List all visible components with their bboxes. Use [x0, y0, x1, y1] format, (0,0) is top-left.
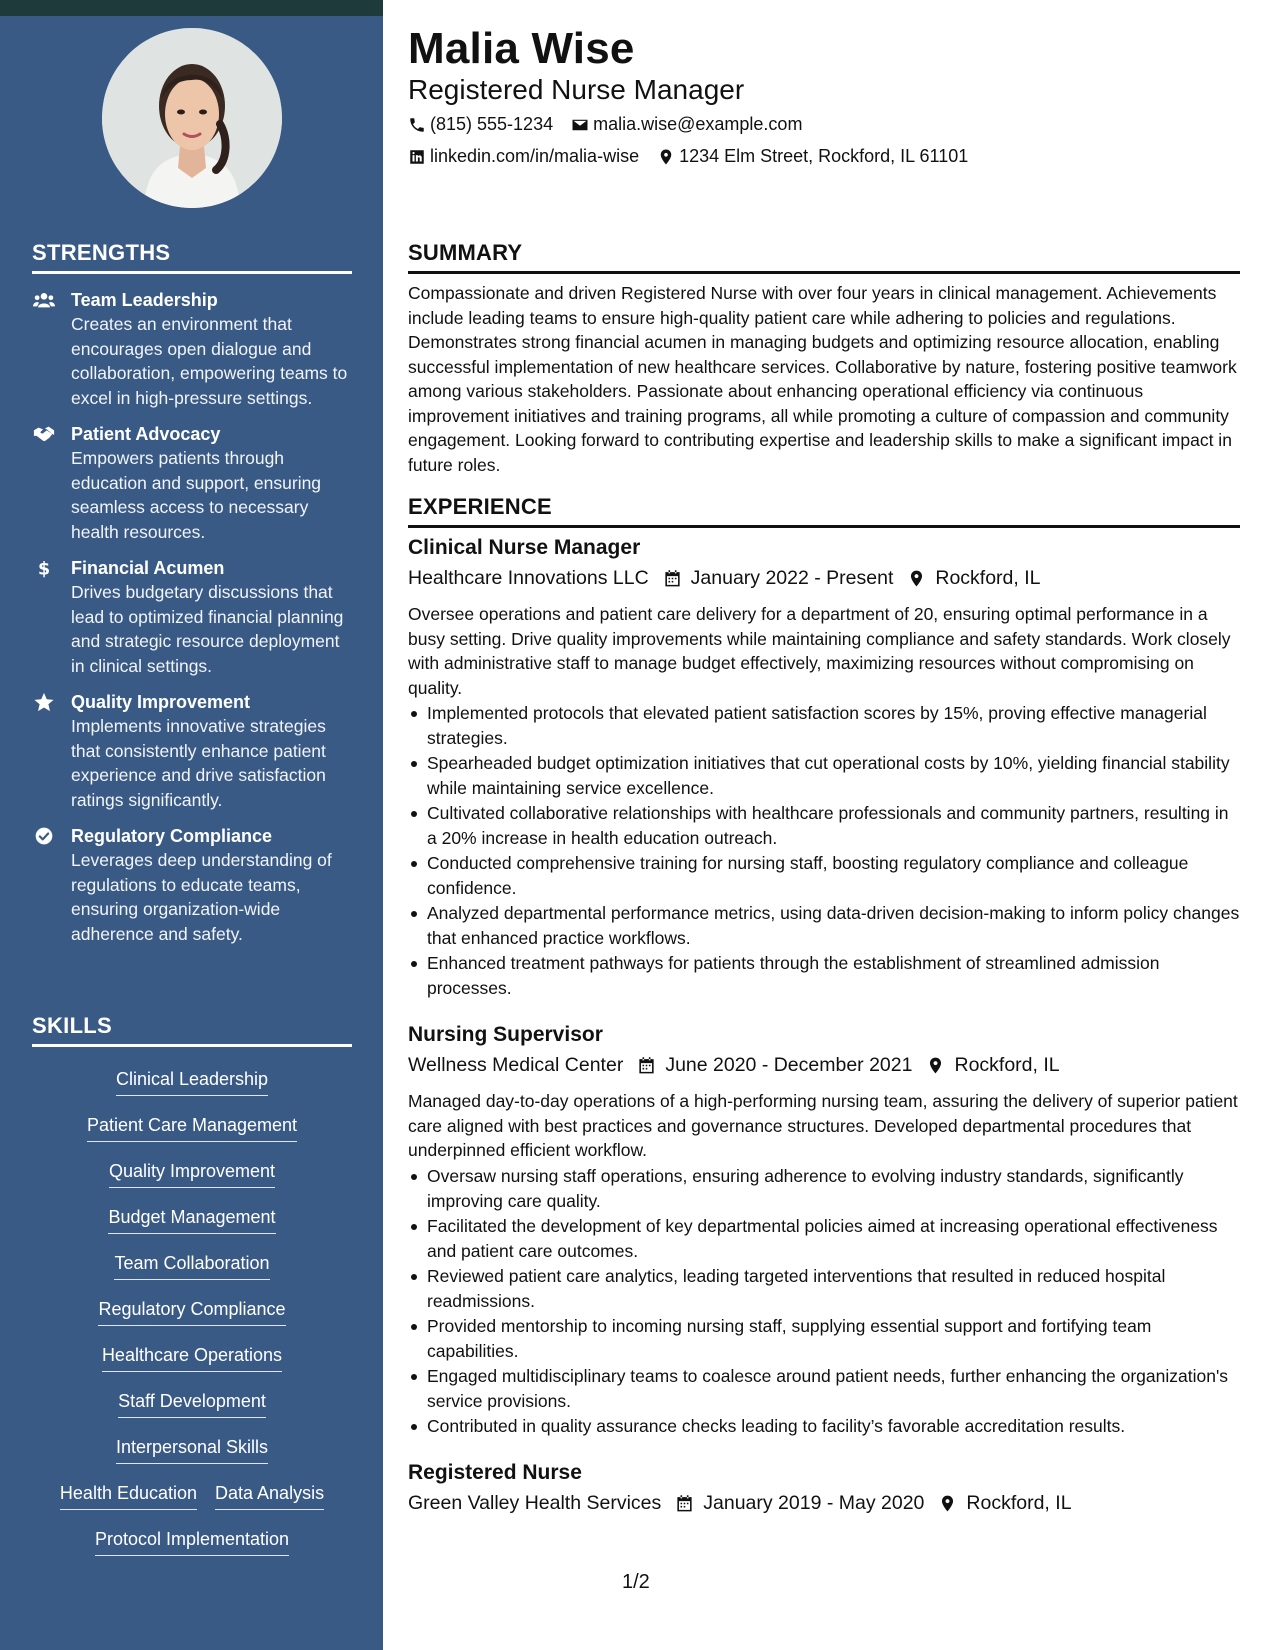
- job-description: Managed day-to-day operations of a high-performing nursing team, assuring the delivery of superior patient care aligned with best practices and governance structures. Developed departmental procedures that underpinned efficient workflow.: [408, 1091, 1238, 1160]
- job-meta: [408, 567, 1055, 590]
- skill-tag: Clinical Leadership: [116, 1067, 268, 1096]
- strengths-heading: STRENGTHS: [32, 240, 352, 274]
- strength-title: Quality Improvement: [71, 692, 251, 712]
- map-pin-icon: [657, 148, 675, 166]
- job-bullets: [408, 701, 1240, 1001]
- skill-tag: Quality Improvement: [109, 1159, 275, 1188]
- linkedin-icon: [408, 148, 426, 166]
- skills-heading: SKILLS: [32, 1013, 352, 1047]
- skill-tag: Health Education: [60, 1481, 197, 1510]
- sidebar-top-band: [0, 0, 383, 16]
- job-bullet: Analyzed departmental performance metrics, using data-driven decision-making to inform policy changes that enhanced practice workflows.: [408, 901, 1240, 950]
- candidate-title: Registered Nurse Manager: [408, 74, 745, 105]
- skill-tag: Patient Care Management: [87, 1113, 297, 1142]
- strength-item: [32, 422, 352, 544]
- handshake-icon: [32, 423, 56, 445]
- job-bullet: Contributed in quality assurance checks leading to facility’s favorable accreditation results.: [408, 1414, 1240, 1439]
- job-location: Rockford, IL: [954, 1054, 1060, 1076]
- map-pin-icon: [926, 1056, 945, 1075]
- job-bullet: Cultivated collaborative relationships with healthcare professionals and community partners, resulting in a 20% increase in health education outreach.: [408, 801, 1240, 850]
- job-bullet: Enhanced treatment pathways for patients through the establishment of streamlined admission processes.: [408, 951, 1240, 1000]
- profile-photo: [102, 28, 282, 208]
- job-meta: [408, 1492, 1086, 1515]
- calendar-icon: [663, 569, 682, 588]
- job-dates-wrap: [637, 1054, 912, 1077]
- email-contact[interactable]: [571, 114, 802, 135]
- job-title: Registered Nurse: [408, 1461, 582, 1484]
- job-title: Clinical Nurse Manager: [408, 536, 641, 559]
- candidate-name: Malia Wise: [408, 24, 635, 73]
- job-dates-wrap: [663, 567, 894, 590]
- job-location: Rockford, IL: [935, 567, 1041, 589]
- job-location-wrap: [907, 567, 1040, 590]
- job-company: Wellness Medical Center: [408, 1054, 624, 1076]
- phone-contact[interactable]: [408, 114, 553, 135]
- experience-heading: EXPERIENCE: [408, 494, 1240, 528]
- phone-text: (815) 555-1234: [430, 114, 554, 134]
- check-circle-icon: [32, 825, 56, 847]
- skill-tag: Data Analysis: [215, 1481, 324, 1510]
- job-bullet: Conducted comprehensive training for nursing staff, boosting regulatory compliance and colleague confidence.: [408, 851, 1240, 900]
- dollar-icon: [32, 557, 56, 579]
- envelope-icon: [571, 116, 589, 134]
- job-bullet: Oversaw nursing staff operations, ensuring adherence to evolving industry standards, significantly improving care quality.: [408, 1164, 1240, 1213]
- job-title: Nursing Supervisor: [408, 1023, 603, 1046]
- linkedin-contact[interactable]: [408, 146, 639, 167]
- address-text: 1234 Elm Street, Rockford, IL 61101: [679, 146, 969, 166]
- address-contact: [657, 146, 968, 167]
- job-location-wrap: [926, 1054, 1059, 1077]
- skill-tag: Team Collaboration: [114, 1251, 269, 1280]
- job-location-wrap: [938, 1492, 1071, 1515]
- strength-title: Regulatory Compliance: [71, 826, 273, 846]
- map-pin-icon: [907, 569, 926, 588]
- email-text: malia.wise@example.com: [593, 114, 803, 134]
- phone-icon: [408, 116, 426, 134]
- job-bullets: [408, 1164, 1240, 1440]
- job-company: Healthcare Innovations LLC: [408, 567, 649, 589]
- strength-item: [32, 824, 352, 946]
- skill-tag: Healthcare Operations: [102, 1343, 282, 1372]
- job-description: Oversee operations and patient care delivery for a department of 20, ensuring optimal performance in a busy setting. Drive quality improvements while maintaining compliance and safety standards. Work closely with administrative staff to manage budget effectively, maximizing resources without compromising on quality.: [408, 604, 1231, 698]
- strength-item: [32, 690, 352, 812]
- job-company: Green Valley Health Services: [408, 1492, 662, 1514]
- map-pin-icon: [938, 1494, 957, 1513]
- skills-section: [32, 1013, 352, 1567]
- summary-text: Compassionate and driven Registered Nurse with over four years in clinical management. Achievements include leading teams to ensure high-quality patient care while adhering to policies and regulations. Demonstrates strong financial acumen in managing budgets and optimizing resource allocation, enabling successful implementation of new healthcare services. Collaborative by nature, fostering positive teamwork among various stakeholders. Passionate about enhancing operational efficiency via continuous improvement initiatives and training programs, all while promoting a culture of compassion and community engagement. Looking forward to contributing expertise and leadership skills to make a significant impact in future roles.: [408, 283, 1237, 475]
- job-dates: January 2022 - Present: [690, 567, 894, 589]
- strength-desc: Leverages deep understanding of regulations to educate teams, ensuring organization-wide adherence and safety.: [71, 850, 332, 944]
- skill-tag: Protocol Implementation: [95, 1527, 289, 1556]
- strength-desc: Empowers patients through education and support, ensuring seamless access to necessary health resources.: [71, 448, 322, 542]
- strength-desc: Drives budgetary discussions that lead to optimized financial planning and strategic resource deployment in clinical settings.: [71, 582, 344, 676]
- svg-text:$: $: [37, 559, 51, 578]
- job-dates-wrap: [675, 1492, 924, 1515]
- skill-tag: Interpersonal Skills: [116, 1435, 268, 1464]
- strength-desc: Implements innovative strategies that consistently enhance patient experience and drive satisfaction ratings significantly.: [71, 716, 326, 810]
- calendar-icon: [637, 1056, 656, 1075]
- linkedin-text: linkedin.com/in/malia-wise: [430, 146, 640, 166]
- job-meta: [408, 1054, 1074, 1077]
- job-bullet: Implemented protocols that elevated patient satisfaction scores by 15%, proving effective managerial strategies.: [408, 701, 1240, 750]
- strength-item: [32, 288, 352, 410]
- contact-row-2: [408, 146, 986, 167]
- summary-heading: SUMMARY: [408, 240, 1240, 274]
- skill-tag: Staff Development: [118, 1389, 266, 1418]
- job-bullet: Engaged multidisciplinary teams to coalesce around patient needs, further enhancing the organization's service provisions.: [408, 1364, 1240, 1413]
- strength-desc: Creates an environment that encourages open dialogue and collaboration, empowering teams to excel in high-pressure settings.: [71, 314, 348, 408]
- job-bullet: Provided mentorship to incoming nursing staff, supplying essential support and fortifying team capabilities.: [408, 1314, 1240, 1363]
- contact-row-1: [408, 114, 820, 135]
- job-location: Rockford, IL: [966, 1492, 1072, 1514]
- strength-item: [32, 556, 352, 678]
- job-dates: January 2019 - May 2020: [703, 1492, 925, 1514]
- skills-list: [32, 1061, 352, 1567]
- job-bullet: Facilitated the development of key departmental policies aimed at increasing operational effectiveness and patient care outcomes.: [408, 1214, 1240, 1263]
- skill-tag: Budget Management: [108, 1205, 275, 1234]
- sidebar: [0, 0, 383, 1650]
- users-icon: [32, 289, 56, 311]
- star-icon: [32, 691, 56, 713]
- job-bullet: Spearheaded budget optimization initiatives that cut operational costs by 10%, yielding financial stability while maintaining service excellence.: [408, 751, 1240, 800]
- strength-title: Team Leadership: [71, 290, 218, 310]
- strength-title: Financial Acumen: [71, 558, 225, 578]
- strength-title: Patient Advocacy: [71, 424, 221, 444]
- strengths-section: [32, 240, 352, 946]
- calendar-icon: [675, 1494, 694, 1513]
- page-number: 1/2: [622, 1571, 650, 1593]
- job-dates: June 2020 - December 2021: [665, 1054, 913, 1076]
- avatar: [102, 28, 282, 208]
- skill-tag: Regulatory Compliance: [98, 1297, 285, 1326]
- job-bullet: Reviewed patient care analytics, leading targeted interventions that resulted in reduced hospital readmissions.: [408, 1264, 1240, 1313]
